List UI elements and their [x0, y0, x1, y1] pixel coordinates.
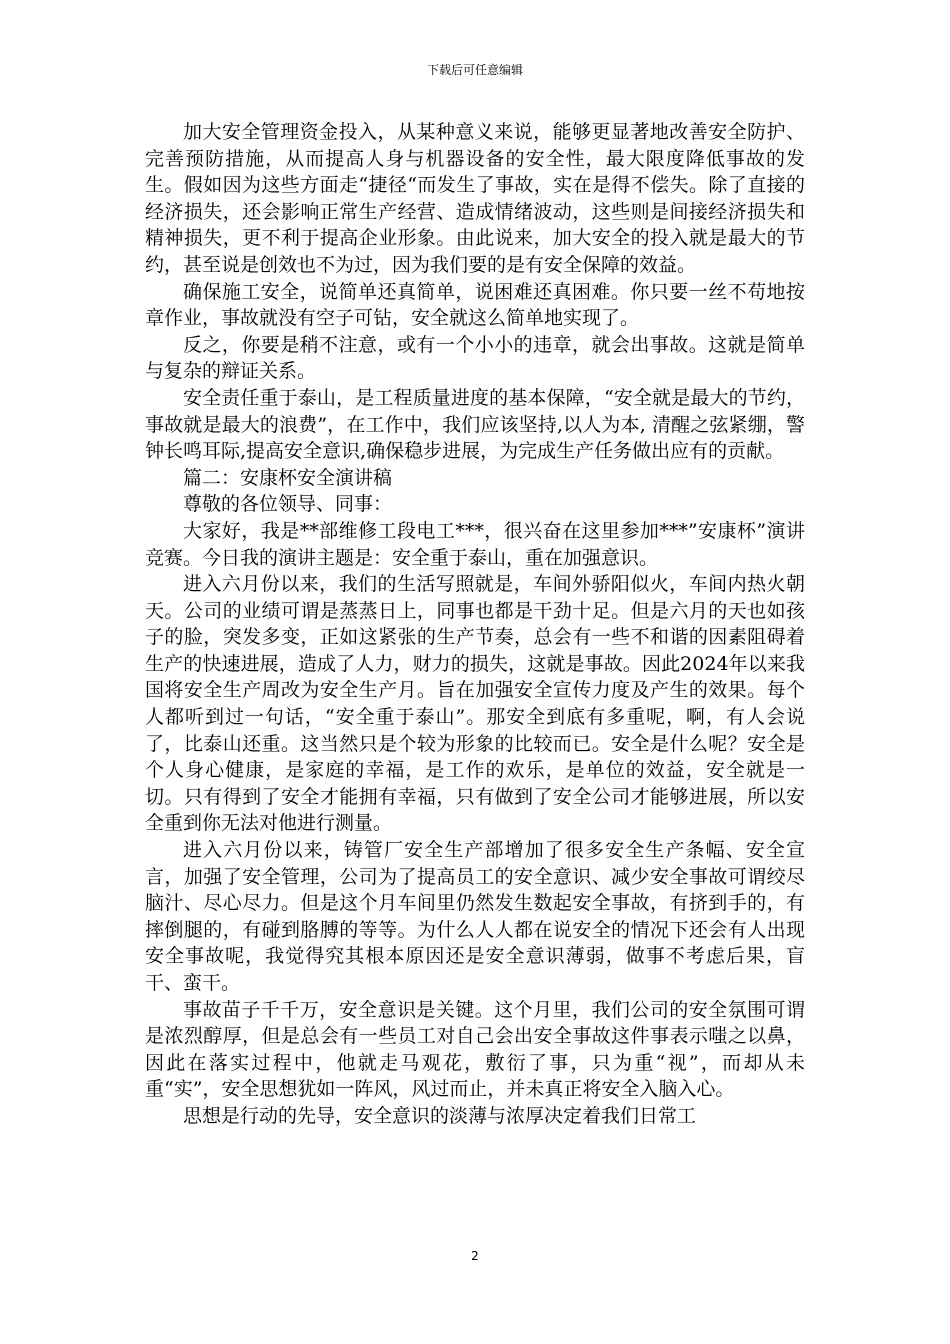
paragraph-8: 进入六月份以来，我们的生活写照就是，车间外骄阳似火，车间内热火朝天。公司的业绩可谓是蒸蒸日上，同事也都是干劲十足。但是六月的天也如孩子的脸，突发多变，正如这紧张的生产节奏，总会有一些不和谐的因素阻碍着生产的快速进展，造成了人力，财力的损失，这就是事故。因此2024年以来我国将安全生产周改为安全生产月。旨在加强安全宣传力度及产生的效果。每个人都听到过一句话，“安全重于泰山”。那安全到底有多重呢，啊，有人会说了，比泰山还重。这当然只是个较为形象的比较而已。安全是什么呢？安全是个人身心健康，是家庭的幸福，是工作的欢乐，是单位的效益，安全就是一切。只有得到了安全才能拥有幸福，只有做到了安全公司才能够进展，所以安全重到你无法对他进行测量。	[145, 573, 805, 835]
page-header: 下载后可任意编辑	[426, 63, 523, 77]
paragraph-4: 安全责任重于泰山，是工程质量进度的基本保障，“安全就是最大的节约，事故就是最大的浪费”，在工作中，我们应该坚持,以人为本, 清醒之弦紧绷，警钟长鸣耳际,提高安全意识,确保稳步进展，为完成生产任务做出应有的贡献。	[145, 386, 805, 463]
paragraph-3: 反之，你要是稍不注意，或有一个小小的违章，就会出事故。这就是简单与复杂的辩证关系。	[145, 333, 805, 383]
paragraph-7: 大家好，我是**部维修工段电工***，很兴奋在这里参加***”安康杯”演讲竞赛。今日我的演讲主题是：安全重于泰山，重在加强意识。	[145, 519, 805, 569]
paragraph-10: 事故苗子千千万，安全意识是关键。这个月里，我们公司的安全氛围可谓是浓烈醇厚，但是总会有一些员工对自己会出安全事故这件事表示嗤之以鼻，因此在落实过程中，他就走马观花，敷衍了事，只为重“视”，而却从未重“实”，安全思想犹如一阵风，风过而止，并未真正将安全入脑入心。	[145, 998, 805, 1101]
paragraph-9: 进入六月份以来，铸管厂安全生产部增加了很多安全生产条幅、安全宣言，加强了安全管理，公司为了提高员工的安全意识、减少安全事故可谓绞尽脑汁、尽心尽力。但是这个月车间里仍然发生数起安全事故，有挤到手的，有摔倒腿的，有碰到胳膊的等等。为什么人人都在说安全的情况下还会有人出现安全事故呢，我觉得究其根本原因还是安全意识薄弱，做事不考虑后果，盲干、蛮干。	[145, 839, 805, 994]
salutation: 尊敬的各位领导、同事：	[183, 493, 393, 516]
paragraph-1: 加大安全管理资金投入，从某种意义来说，能够更显著地改善安全防护、完善预防措施，从而提高人身与机器设备的安全性，最大限度降低事故的发生。假如因为这些方面走“捷径“而发生了事故，实在是得不偿失。除了直接的经济损失，还会影响正常生产经营、造成情绪波动，这些则是间接经济损失和精神损失，更不利于提高企业形象。由此说来，加大安全的投入就是最大的节约，甚至说是创效也不为过，因为我们要的是有安全保障的效益。	[145, 121, 805, 276]
section-title: 篇二：安康杯安全演讲稿	[183, 466, 393, 489]
paragraph-11: 思想是行动的先导，安全意识的淡薄与浓厚决定着我们日常工	[183, 1104, 697, 1127]
page-number: 2	[471, 1249, 479, 1263]
document-body	[145, 119, 805, 1130]
paragraph-2: 确保施工安全，说简单还真简单，说困难还真困难。你只要一丝不苟地按章作业，事故就没有空子可钻，安全就这么简单地实现了。	[145, 280, 805, 330]
